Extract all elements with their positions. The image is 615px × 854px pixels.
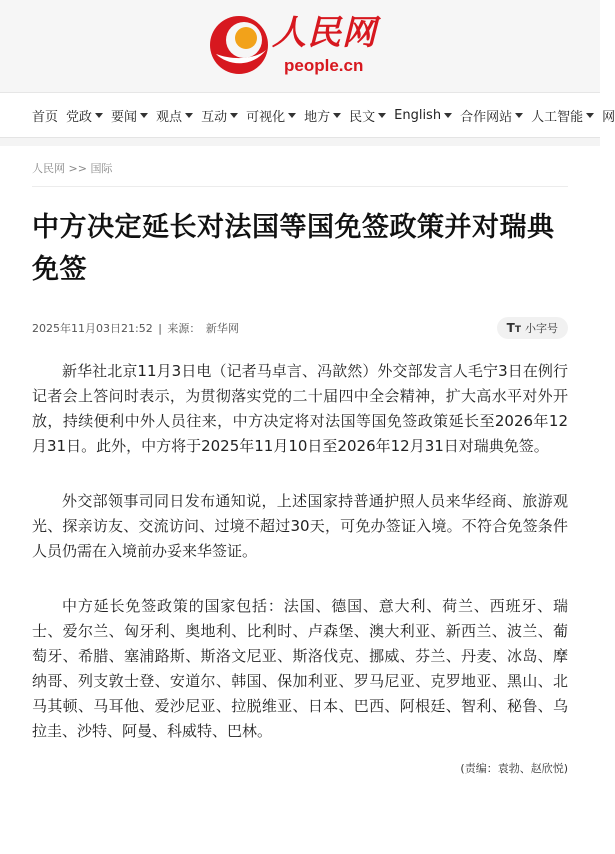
main-nav bbox=[0, 93, 615, 138]
nav-item-label: 首页 bbox=[32, 109, 59, 125]
nav-item-6[interactable] bbox=[246, 106, 296, 125]
caret-down-icon bbox=[95, 113, 103, 118]
nav-item-11[interactable] bbox=[531, 106, 594, 125]
nav-item-label: 网 bbox=[602, 109, 615, 125]
nav-separator-band bbox=[0, 138, 600, 146]
nav-item-12[interactable] bbox=[602, 106, 615, 125]
nav-item-label: 地方 bbox=[304, 109, 331, 125]
logo-chinese-text: 人民网 bbox=[272, 13, 377, 53]
nav-item-label: 民文 bbox=[349, 109, 376, 125]
nav-item-10[interactable] bbox=[460, 106, 523, 125]
nav-item-4[interactable] bbox=[156, 106, 193, 125]
font-size-icon: TT bbox=[506, 321, 521, 335]
article-meta bbox=[32, 317, 568, 339]
breadcrumb-home-link[interactable]: 人民网 bbox=[32, 162, 65, 175]
nav-item-label: 可视化 bbox=[246, 109, 286, 125]
nav-item-label: 观点 bbox=[156, 109, 183, 125]
caret-down-icon bbox=[333, 113, 341, 118]
breadcrumb-section-link[interactable]: 国际 bbox=[90, 162, 113, 175]
article-container bbox=[0, 146, 600, 776]
nav-item-8[interactable] bbox=[349, 106, 386, 125]
article-paragraph-1: 新华社北京11月3日电（记者马卓言、冯歆然）外交部发言人毛宁3日在例行记者会上答问时表示，为贯彻落实党的二十届四中全会精神，扩大高水平对外开放，持续便利中外人员往来，中方决定将对法国等国免签政策延长至2026年12月31日。此外，中方将于2025年11月10日至2026年12月31日对瑞典免签。 bbox=[32, 362, 568, 455]
people-logo-emblem-icon bbox=[208, 14, 270, 76]
breadcrumb-separator: >> bbox=[68, 162, 87, 175]
font-size-toggle-button[interactable] bbox=[497, 317, 568, 339]
font-size-toggle-label: 小字号 bbox=[525, 322, 558, 335]
article-editor: (责编：袁勃、赵欣悦) bbox=[460, 762, 568, 775]
caret-down-icon bbox=[444, 113, 452, 118]
nav-item-7[interactable] bbox=[304, 106, 341, 125]
nav-item-3[interactable] bbox=[111, 106, 148, 125]
caret-down-icon bbox=[185, 113, 193, 118]
article-body bbox=[32, 359, 568, 776]
caret-down-icon bbox=[378, 113, 386, 118]
source-name[interactable]: 新华网 bbox=[205, 322, 239, 335]
nav-item-label: 合作网站 bbox=[460, 109, 513, 125]
caret-down-icon bbox=[230, 113, 238, 118]
logo-english-text: people.cn bbox=[284, 56, 364, 75]
nav-item-label: 党政 bbox=[66, 109, 93, 125]
nav-item-label: English bbox=[394, 107, 442, 123]
source-label: 来源： bbox=[167, 322, 201, 335]
site-logo[interactable] bbox=[208, 10, 398, 80]
article-title: 中方决定延长对法国等国免签政策并对瑞典免签 bbox=[32, 212, 555, 285]
article-meta-info bbox=[32, 320, 241, 336]
breadcrumb bbox=[32, 146, 568, 187]
nav-item-label: 要闻 bbox=[111, 109, 138, 125]
caret-down-icon bbox=[515, 113, 523, 118]
publish-datetime: 2025年11月03日21:52 bbox=[32, 322, 153, 335]
caret-down-icon bbox=[288, 113, 296, 118]
article-paragraph-2: 外交部领事司同日发布通知说，上述国家持普通护照人员来华经商、旅游观光、探亲访友、交流访问、过境不超过30天，可免办签证入境。不符合免签条件人员仍需在入境前办妥来华签证。 bbox=[32, 492, 568, 560]
meta-divider: | bbox=[158, 322, 162, 335]
nav-item-9[interactable] bbox=[394, 108, 452, 123]
site-header bbox=[0, 0, 600, 93]
nav-item-5[interactable] bbox=[201, 106, 238, 125]
nav-item-label: 互动 bbox=[201, 109, 228, 125]
nav-item-label: 人工智能 bbox=[531, 109, 584, 125]
nav-item-1[interactable] bbox=[32, 106, 58, 125]
nav-item-2[interactable] bbox=[66, 106, 103, 125]
caret-down-icon bbox=[586, 113, 594, 118]
article-paragraph-3: 中方延长免签政策的国家包括：法国、德国、意大利、荷兰、西班牙、瑞士、爱尔兰、匈牙利、奥地利、比利时、卢森堡、澳大利亚、新西兰、波兰、葡萄牙、希腊、塞浦路斯、斯洛文尼亚、斯洛伐克、挪威、芬兰、丹麦、冰岛、摩纳哥、列支敦士登、安道尔、韩国、保加利亚、罗马尼亚、克罗地亚、黑山、北马其顿、马耳他、爱沙尼亚、拉脱维亚、日本、巴西、阿根廷、智利、秘鲁、乌拉圭、沙特、阿曼、科威特、巴林。 bbox=[32, 597, 568, 740]
caret-down-icon bbox=[140, 113, 148, 118]
